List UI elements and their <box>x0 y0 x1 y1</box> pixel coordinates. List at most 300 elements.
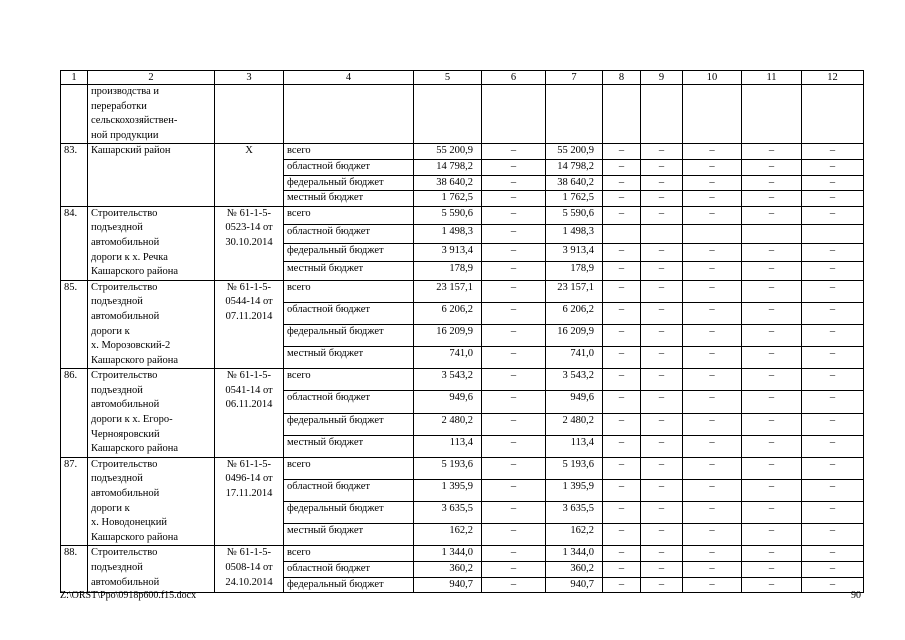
value-col-6: – <box>482 206 546 224</box>
value-col-8: – <box>603 175 641 191</box>
table-row <box>61 369 864 391</box>
column-number: 10 <box>683 71 742 85</box>
object-name-line: Строительство <box>91 207 158 219</box>
object-name-line: подъездной <box>91 562 143 573</box>
value-col-9: – <box>641 243 683 261</box>
table-row <box>61 546 864 562</box>
value-col-7: 1 498,3 <box>546 225 603 243</box>
funding-source: федеральный бюджет <box>284 502 414 524</box>
value-col-7: 6 206,2 <box>546 302 603 324</box>
value-col-8: – <box>603 144 641 160</box>
value-col-11: – <box>742 524 802 546</box>
funding-source: областной бюджет <box>284 479 414 501</box>
value-col-6: – <box>482 479 546 501</box>
value-col-10: – <box>683 457 742 479</box>
total-value: 1 395,9 <box>414 479 482 501</box>
value-col-8: – <box>603 369 641 391</box>
value-col-12: – <box>802 325 864 347</box>
table-row <box>61 457 864 479</box>
total-value: 38 640,2 <box>414 175 482 191</box>
value-col-8: – <box>603 262 641 281</box>
value-col-8: – <box>603 435 641 457</box>
document-number-line: 30.10.2014 <box>225 236 273 248</box>
value-col-12: – <box>802 175 864 191</box>
document-number-line: 24.10.2014 <box>225 576 273 588</box>
row-number: 86. <box>61 369 88 458</box>
document-number <box>215 457 284 546</box>
value-col-11: – <box>742 243 802 261</box>
value-col-7: 2 480,2 <box>546 413 603 435</box>
total-value: 949,6 <box>414 391 482 413</box>
total-value: 2 480,2 <box>414 413 482 435</box>
column-number: 11 <box>742 71 802 85</box>
value-col-11: – <box>742 562 802 578</box>
object-name-line: сельскохозяйствен- <box>91 115 178 127</box>
value-col-9 <box>641 225 683 243</box>
value-col-6: – <box>482 347 546 369</box>
empty-cell <box>603 85 641 144</box>
empty-cell <box>683 85 742 144</box>
value-col-8: – <box>603 243 641 261</box>
object-name-line: подъездной <box>91 473 143 485</box>
value-col-11: – <box>742 302 802 324</box>
value-col-6: – <box>482 369 546 391</box>
value-col-9: – <box>641 413 683 435</box>
value-col-7: 1 762,5 <box>546 191 603 207</box>
object-name-line: Строительство <box>91 458 158 470</box>
object-name-line: дороги к х. Егоро- <box>91 414 173 426</box>
value-col-9: – <box>641 280 683 302</box>
value-col-6: – <box>482 435 546 457</box>
value-col-11: – <box>742 347 802 369</box>
value-col-10: – <box>683 206 742 224</box>
value-col-7: 178,9 <box>546 262 603 281</box>
object-name-line: Строительство <box>91 547 158 559</box>
value-col-9: – <box>641 347 683 369</box>
document-number-line: 0523-14 от <box>225 222 273 234</box>
object-name-line: автомобильной <box>91 488 160 500</box>
value-col-7: 741,0 <box>546 347 603 369</box>
value-col-12: – <box>802 243 864 261</box>
funding-source: федеральный бюджет <box>284 577 414 593</box>
value-col-9: – <box>641 457 683 479</box>
value-col-6: – <box>482 325 546 347</box>
value-col-7: 3 543,2 <box>546 369 603 391</box>
object-name <box>88 457 215 546</box>
value-col-10: – <box>683 302 742 324</box>
row-number: 87. <box>61 457 88 546</box>
value-col-11: – <box>742 546 802 562</box>
value-col-10: – <box>683 562 742 578</box>
value-col-7: 360,2 <box>546 562 603 578</box>
funding-source: местный бюджет <box>284 435 414 457</box>
value-col-10: – <box>683 391 742 413</box>
value-col-12: – <box>802 546 864 562</box>
total-value: 162,2 <box>414 524 482 546</box>
value-col-10: – <box>683 479 742 501</box>
value-col-11: – <box>742 457 802 479</box>
value-col-11: – <box>742 325 802 347</box>
total-value: 940,7 <box>414 577 482 593</box>
value-col-6: – <box>482 457 546 479</box>
value-col-7: 14 798,2 <box>546 159 603 175</box>
object-name <box>88 144 215 206</box>
value-col-7: 1 395,9 <box>546 479 603 501</box>
value-col-10: – <box>683 175 742 191</box>
column-number: 9 <box>641 71 683 85</box>
value-col-12: – <box>802 435 864 457</box>
object-name-line: подъездной <box>91 296 143 308</box>
footer-page-number: 90 <box>851 590 861 601</box>
funding-source: федеральный бюджет <box>284 413 414 435</box>
cell-num <box>61 85 88 144</box>
empty-cell <box>482 85 546 144</box>
value-col-12: – <box>802 159 864 175</box>
empty-cell <box>215 85 284 144</box>
object-name <box>88 369 215 458</box>
column-number: 12 <box>802 71 864 85</box>
funding-source: всего <box>284 280 414 302</box>
value-col-12: – <box>802 280 864 302</box>
value-col-8: – <box>603 562 641 578</box>
value-col-8: – <box>603 546 641 562</box>
object-name-line: х. Новодонецкий <box>91 517 167 529</box>
object-name <box>88 206 215 280</box>
document-number-line: 06.11.2014 <box>225 399 273 411</box>
value-col-10: – <box>683 159 742 175</box>
value-col-6: – <box>482 391 546 413</box>
funding-source: областной бюджет <box>284 159 414 175</box>
total-value: 360,2 <box>414 562 482 578</box>
document-number <box>215 546 284 593</box>
value-col-6: – <box>482 262 546 281</box>
document-number <box>215 280 284 369</box>
document-number-line: 0541-14 от <box>225 384 273 396</box>
object-name-line: подъездной <box>91 384 143 396</box>
value-col-12: – <box>802 262 864 281</box>
object-name-line: Чернояровский <box>91 428 160 440</box>
row-number: 85. <box>61 280 88 369</box>
value-col-8: – <box>603 280 641 302</box>
header-row <box>61 71 864 85</box>
table-row-continuation <box>61 85 864 144</box>
funding-source: федеральный бюджет <box>284 243 414 261</box>
value-col-12: – <box>802 391 864 413</box>
value-col-11: – <box>742 435 802 457</box>
empty-cell <box>414 85 482 144</box>
value-col-7: 5 590,6 <box>546 206 603 224</box>
value-col-8 <box>603 225 641 243</box>
value-col-11: – <box>742 577 802 593</box>
value-col-8: – <box>603 457 641 479</box>
total-value: 1 498,3 <box>414 225 482 243</box>
document-number-line: № 61-1-5- <box>226 370 272 382</box>
total-value: 113,4 <box>414 435 482 457</box>
value-col-9: – <box>641 369 683 391</box>
empty-cell <box>641 85 683 144</box>
value-col-6: – <box>482 159 546 175</box>
value-col-12: – <box>802 369 864 391</box>
object-name-line: Строительство <box>91 281 158 293</box>
funding-source: всего <box>284 546 414 562</box>
funding-source: федеральный бюджет <box>284 325 414 347</box>
document-number-line: 07.11.2014 <box>225 310 273 322</box>
value-col-12: – <box>802 144 864 160</box>
document-number-line: № 61-1-5- <box>226 458 272 470</box>
total-value: 5 193,6 <box>414 457 482 479</box>
value-col-10: – <box>683 325 742 347</box>
value-col-11: – <box>742 262 802 281</box>
object-name-line: х. Морозовский-2 <box>91 340 171 352</box>
column-number: 6 <box>482 71 546 85</box>
value-col-6: – <box>482 144 546 160</box>
empty-cell <box>802 85 864 144</box>
row-number: 84. <box>61 206 88 280</box>
object-name-line: Строительство <box>91 370 158 382</box>
object-name-line: автомобильной <box>91 576 160 588</box>
value-col-12: – <box>802 457 864 479</box>
value-col-11 <box>742 225 802 243</box>
value-col-7: 23 157,1 <box>546 280 603 302</box>
value-col-12: – <box>802 502 864 524</box>
total-value: 16 209,9 <box>414 325 482 347</box>
value-col-7: 940,7 <box>546 577 603 593</box>
value-col-11: – <box>742 206 802 224</box>
value-col-6: – <box>482 225 546 243</box>
object-name-line: переработки <box>91 100 147 112</box>
object-name-line: автомобильной <box>91 399 160 411</box>
value-col-11: – <box>742 391 802 413</box>
object-name-line: Кашарского района <box>91 266 178 278</box>
value-col-11: – <box>742 191 802 207</box>
column-number-header <box>61 71 864 85</box>
value-col-12: – <box>802 524 864 546</box>
value-col-12: – <box>802 302 864 324</box>
column-number: 5 <box>414 71 482 85</box>
total-value: 14 798,2 <box>414 159 482 175</box>
value-col-8: – <box>603 206 641 224</box>
value-col-12: – <box>802 562 864 578</box>
value-col-7: 949,6 <box>546 391 603 413</box>
value-col-8: – <box>603 159 641 175</box>
value-col-10: – <box>683 243 742 261</box>
column-number: 2 <box>88 71 215 85</box>
value-col-9: – <box>641 479 683 501</box>
value-col-9: – <box>641 206 683 224</box>
value-col-7: 16 209,9 <box>546 325 603 347</box>
empty-cell <box>546 85 603 144</box>
value-col-9: – <box>641 159 683 175</box>
value-col-11: – <box>742 369 802 391</box>
value-col-8: – <box>603 577 641 593</box>
document-number-line: № 61-1-5- <box>226 547 272 559</box>
value-col-7: 55 200,9 <box>546 144 603 160</box>
document-number-line: 0508-14 от <box>225 562 273 573</box>
total-value: 5 590,6 <box>414 206 482 224</box>
value-col-10 <box>683 225 742 243</box>
value-col-8: – <box>603 413 641 435</box>
total-value: 3 543,2 <box>414 369 482 391</box>
table-body <box>61 85 864 593</box>
value-col-10: – <box>683 435 742 457</box>
value-col-9: – <box>641 546 683 562</box>
value-col-8: – <box>603 325 641 347</box>
funding-source: местный бюджет <box>284 347 414 369</box>
value-col-6: – <box>482 175 546 191</box>
object-name-line: автомобильной <box>91 236 160 248</box>
value-col-9: – <box>641 435 683 457</box>
column-number: 4 <box>284 71 414 85</box>
value-col-12: – <box>802 206 864 224</box>
value-col-6: – <box>482 546 546 562</box>
value-col-12: – <box>802 413 864 435</box>
value-col-6: – <box>482 562 546 578</box>
value-col-7: 113,4 <box>546 435 603 457</box>
value-col-10: – <box>683 413 742 435</box>
document-number-line: 0544-14 от <box>225 296 273 308</box>
value-col-6: – <box>482 243 546 261</box>
object-name-line: Кашарский район <box>91 145 171 157</box>
funding-source: местный бюджет <box>284 191 414 207</box>
funding-source: местный бюджет <box>284 262 414 281</box>
value-col-11: – <box>742 479 802 501</box>
value-col-12: – <box>802 191 864 207</box>
document-number-line: № 61-1-5- <box>226 207 272 219</box>
total-value: 55 200,9 <box>414 144 482 160</box>
row-number: 83. <box>61 144 88 206</box>
empty-cell <box>742 85 802 144</box>
value-col-12: – <box>802 479 864 501</box>
value-col-11: – <box>742 502 802 524</box>
table-row <box>61 206 864 224</box>
value-col-9: – <box>641 302 683 324</box>
value-col-9: – <box>641 325 683 347</box>
object-name-line: дороги к <box>91 502 130 514</box>
object-name-line: производства и <box>91 86 160 97</box>
object-name-line: Кашарского района <box>91 531 178 543</box>
total-value: 1 344,0 <box>414 546 482 562</box>
value-col-9: – <box>641 391 683 413</box>
value-col-11: – <box>742 175 802 191</box>
value-col-10: – <box>683 191 742 207</box>
funding-source: областной бюджет <box>284 391 414 413</box>
funding-source: всего <box>284 457 414 479</box>
value-col-8: – <box>603 347 641 369</box>
object-name-line: ной продукции <box>91 129 159 141</box>
value-col-10: – <box>683 524 742 546</box>
object-name <box>88 85 215 144</box>
value-col-10: – <box>683 577 742 593</box>
object-name-line: Кашарского района <box>91 443 178 455</box>
row-number: 88. <box>61 546 88 593</box>
value-col-8: – <box>603 391 641 413</box>
funding-source: всего <box>284 369 414 391</box>
value-col-8: – <box>603 479 641 501</box>
value-col-10: – <box>683 144 742 160</box>
value-col-7: 1 344,0 <box>546 546 603 562</box>
column-number: 8 <box>603 71 641 85</box>
value-col-10: – <box>683 369 742 391</box>
column-number: 3 <box>215 71 284 85</box>
value-col-8: – <box>603 502 641 524</box>
total-value: 1 762,5 <box>414 191 482 207</box>
object-name-line: Кашарского района <box>91 354 178 366</box>
value-col-6: – <box>482 413 546 435</box>
value-col-9: – <box>641 262 683 281</box>
value-col-11: – <box>742 159 802 175</box>
value-col-6: – <box>482 191 546 207</box>
funding-source: областной бюджет <box>284 225 414 243</box>
value-col-12: – <box>802 347 864 369</box>
value-col-9: – <box>641 144 683 160</box>
total-value: 741,0 <box>414 347 482 369</box>
funding-source: областной бюджет <box>284 302 414 324</box>
value-col-8: – <box>603 191 641 207</box>
document-number-line: X <box>245 145 253 157</box>
object-name <box>88 546 215 593</box>
value-col-7: 3 635,5 <box>546 502 603 524</box>
value-col-9: – <box>641 502 683 524</box>
funding-source: областной бюджет <box>284 562 414 578</box>
value-col-9: – <box>641 191 683 207</box>
value-col-6: – <box>482 524 546 546</box>
object-name <box>88 280 215 369</box>
funding-source: федеральный бюджет <box>284 175 414 191</box>
value-col-7: 38 640,2 <box>546 175 603 191</box>
value-col-10: – <box>683 347 742 369</box>
document-number-line: 17.11.2014 <box>225 488 273 500</box>
value-col-7: 5 193,6 <box>546 457 603 479</box>
total-value: 3 635,5 <box>414 502 482 524</box>
value-col-6: – <box>482 302 546 324</box>
value-col-6: – <box>482 577 546 593</box>
value-col-9: – <box>641 562 683 578</box>
value-col-6: – <box>482 502 546 524</box>
document-number <box>215 369 284 458</box>
value-col-11: – <box>742 280 802 302</box>
column-number: 1 <box>61 71 88 85</box>
document-number <box>215 206 284 280</box>
value-col-6: – <box>482 280 546 302</box>
object-name-line: дороги к <box>91 325 130 337</box>
value-col-10: – <box>683 546 742 562</box>
value-col-10: – <box>683 280 742 302</box>
document-number <box>215 144 284 206</box>
value-col-9: – <box>641 175 683 191</box>
document-number-line: 0496-14 от <box>225 473 273 485</box>
table-row <box>61 144 864 160</box>
value-col-11: – <box>742 144 802 160</box>
document-number-line: № 61-1-5- <box>226 281 272 293</box>
total-value: 23 157,1 <box>414 280 482 302</box>
value-col-8: – <box>603 302 641 324</box>
value-col-10: – <box>683 262 742 281</box>
object-name-line: автомобильной <box>91 310 160 322</box>
column-number: 7 <box>546 71 603 85</box>
value-col-8: – <box>603 524 641 546</box>
funding-source: всего <box>284 206 414 224</box>
funding-source: местный бюджет <box>284 524 414 546</box>
object-name-line: дороги к х. Речка <box>91 251 168 263</box>
funding-source: всего <box>284 144 414 160</box>
value-col-7: 162,2 <box>546 524 603 546</box>
total-value: 178,9 <box>414 262 482 281</box>
footer-file-path: Z:\ORST\Ppo\0918p600.f15.docx <box>60 590 197 601</box>
value-col-7: 3 913,4 <box>546 243 603 261</box>
table-row <box>61 280 864 302</box>
budget-table <box>60 70 864 593</box>
value-col-12: – <box>802 577 864 593</box>
